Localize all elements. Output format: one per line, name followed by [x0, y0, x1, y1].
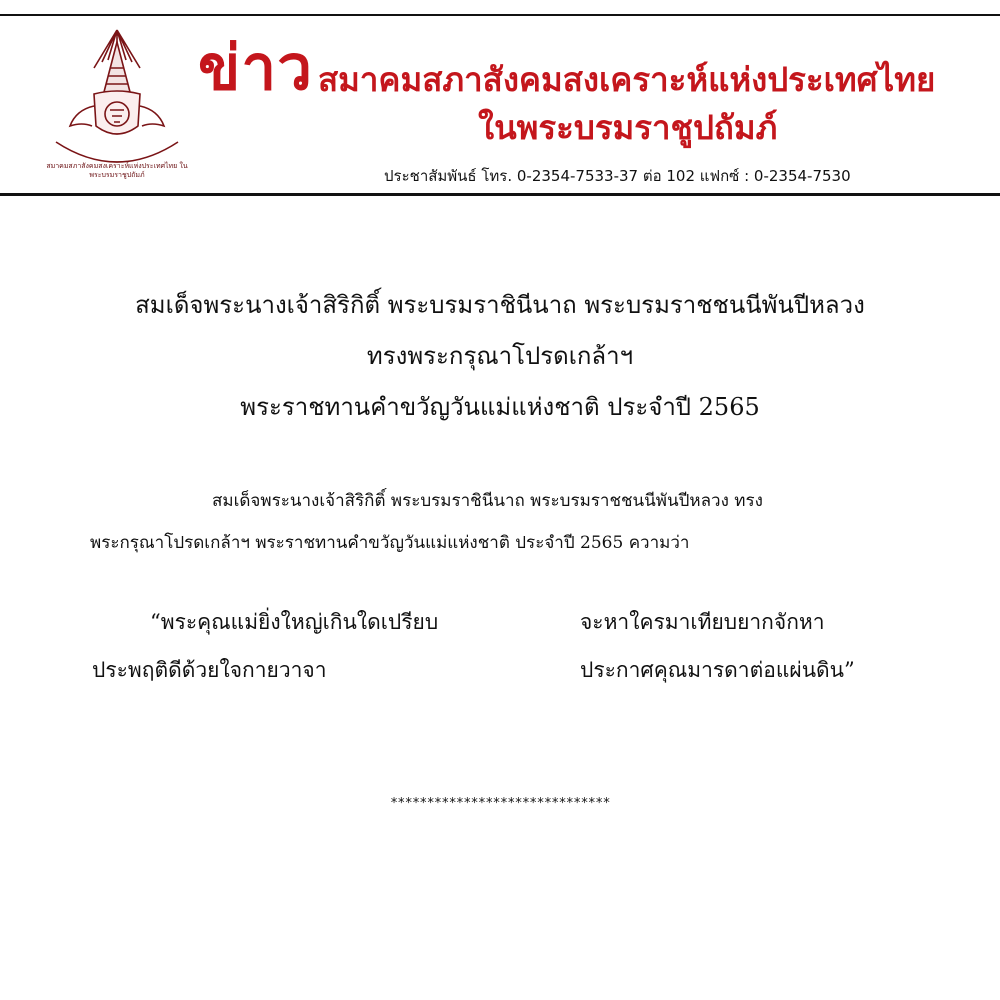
announcement-title: [0, 280, 1000, 433]
title-line-2: ทรงพระกรุณาโปรดเกล้าฯ: [366, 342, 634, 370]
poem-line-1-left: “พระคุณแม่ยิ่งใหญ่เกินใดเปรียบ: [150, 610, 439, 634]
org-name-line2: ในพระบรมราชูปถัมภ์: [478, 108, 778, 147]
news-header: [0, 14, 1000, 196]
end-divider: ******************************: [390, 796, 610, 811]
association-logo: [42, 22, 192, 194]
logo-caption: สมาคมสภาสังคมสงเคราะห์แห่งประเทศไทย ในพระบรมราชูปถัมภ์: [46, 162, 188, 179]
poem-line-2-right: ประกาศคุณมารดาต่อแผ่นดิน”: [580, 658, 855, 682]
poem-line-2-left: ประพฤติดีด้วยใจกายวาจา: [92, 658, 327, 682]
news-label: ข่าว: [198, 31, 314, 104]
body-line-1: สมเด็จพระนางเจ้าสิริกิติ์ พระบรมราชินีนาถ พระบรมราชชนนีพันปีหลวง ทรง: [212, 491, 763, 511]
poem-line-1-right: จะหาใครมาเทียบยากจักหา: [580, 610, 825, 634]
title-line-1: สมเด็จพระนางเจ้าสิริกิติ์ พระบรมราชินีนาถ พระบรมราชชนนีพันปีหลวง: [135, 291, 865, 319]
contact-info: ประชาสัมพันธ์ โทร. 0-2354-7533-37 ต่อ 102 แฟกซ์ : 0-2354-7530: [384, 167, 851, 185]
body-paragraph: [90, 480, 920, 564]
body-line-2: พระกรุณาโปรดเกล้าฯ พระราชทานคำขวัญวันแม่แห่งชาติ ประจำปี 2565 ความว่า: [90, 533, 690, 553]
org-name-line1: สมาคมสภาสังคมสงเคราะห์แห่งประเทศไทย: [318, 60, 936, 99]
title-line-3: พระราชทานคำขวัญวันแม่แห่งชาติ ประจำปี 2565: [240, 393, 760, 421]
motto-poem: [0, 598, 1000, 698]
